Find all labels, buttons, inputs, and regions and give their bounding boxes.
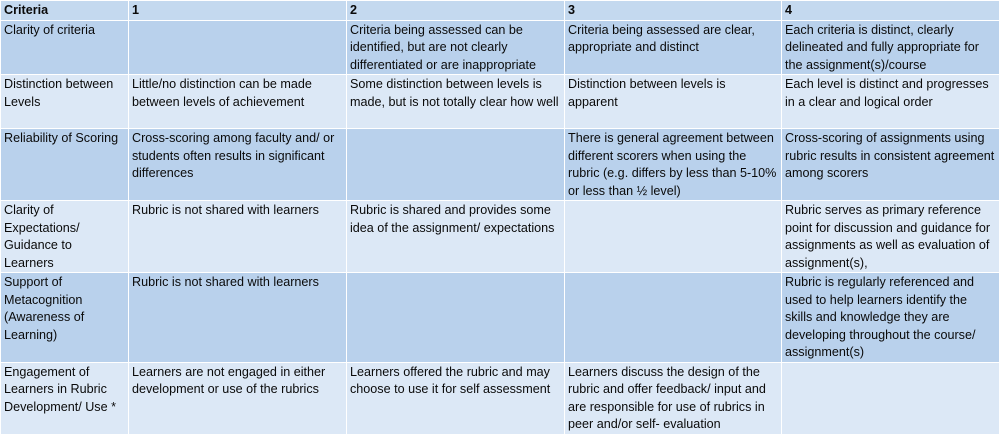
table-row: [1, 362, 999, 434]
header-level-3: 3: [565, 1, 782, 21]
level-4-cell: Each criteria is distinct, clearly delineated and fully appropriate for the assignment(s)/course: [782, 20, 999, 75]
level-3-cell: Learners discuss the design of the rubric and offer feedback/ input and are responsible for use of rubrics in peer and/or self- evaluation: [565, 362, 782, 434]
header-criteria: Criteria: [1, 1, 129, 21]
level-2-cell: [347, 129, 565, 201]
level-4-cell: [782, 362, 999, 434]
header-level-1: 1: [129, 1, 347, 21]
level-2-cell: [347, 273, 565, 363]
level-4-cell: Rubric is regularly referenced and used to help learners identify the skills and knowledge they are developing throughout the course/ assignment(s): [782, 273, 999, 363]
header-row: [1, 1, 999, 21]
level-3-cell: [565, 201, 782, 273]
level-3-cell: There is general agreement between different scorers when using the rubric (e.g. differs by less than 5-10% or less than ½ level): [565, 129, 782, 201]
level-1-cell: Learners are not engaged in either development or use of the rubrics: [129, 362, 347, 434]
table-row: [1, 201, 999, 273]
level-3-cell: Criteria being assessed are clear, appropriate and distinct: [565, 20, 782, 75]
level-2-cell: Criteria being assessed can be identified, but are not clearly differentiated or are inappropriate: [347, 20, 565, 75]
level-4-cell: Cross-scoring of assignments using rubric results in consistent agreement among scorers: [782, 129, 999, 201]
header-level-2: 2: [347, 1, 565, 21]
criteria-cell: Reliability of Scoring: [1, 129, 129, 201]
header-level-4: 4: [782, 1, 999, 21]
criteria-cell: Clarity of Expectations/ Guidance to Learners: [1, 201, 129, 273]
criteria-cell: Distinction between Levels: [1, 75, 129, 129]
level-4-cell: Rubric serves as primary reference point for discussion and guidance for assignments as well as evaluation of assignment(s),: [782, 201, 999, 273]
level-1-cell: Rubric is not shared with learners: [129, 201, 347, 273]
level-1-cell: Cross-scoring among faculty and/ or students often results in significant differences: [129, 129, 347, 201]
table-row: [1, 273, 999, 363]
level-1-cell: Rubric is not shared with learners: [129, 273, 347, 363]
criteria-cell: Support of Metacognition (Awareness of Learning): [1, 273, 129, 363]
table-row: [1, 129, 999, 201]
table-row: [1, 20, 999, 75]
criteria-cell: Engagement of Learners in Rubric Development/ Use *: [1, 362, 129, 434]
level-3-cell: Distinction between levels is apparent: [565, 75, 782, 129]
level-1-cell: [129, 20, 347, 75]
level-2-cell: Rubric is shared and provides some idea of the assignment/ expectations: [347, 201, 565, 273]
level-1-cell: Little/no distinction can be made between levels of achievement: [129, 75, 347, 129]
table-row: [1, 75, 999, 129]
criteria-cell: Clarity of criteria: [1, 20, 129, 75]
level-2-cell: Learners offered the rubric and may choose to use it for self assessment: [347, 362, 565, 434]
level-4-cell: Each level is distinct and progresses in a clear and logical order: [782, 75, 999, 129]
level-3-cell: [565, 273, 782, 363]
level-2-cell: Some distinction between levels is made, but is not totally clear how well: [347, 75, 565, 129]
